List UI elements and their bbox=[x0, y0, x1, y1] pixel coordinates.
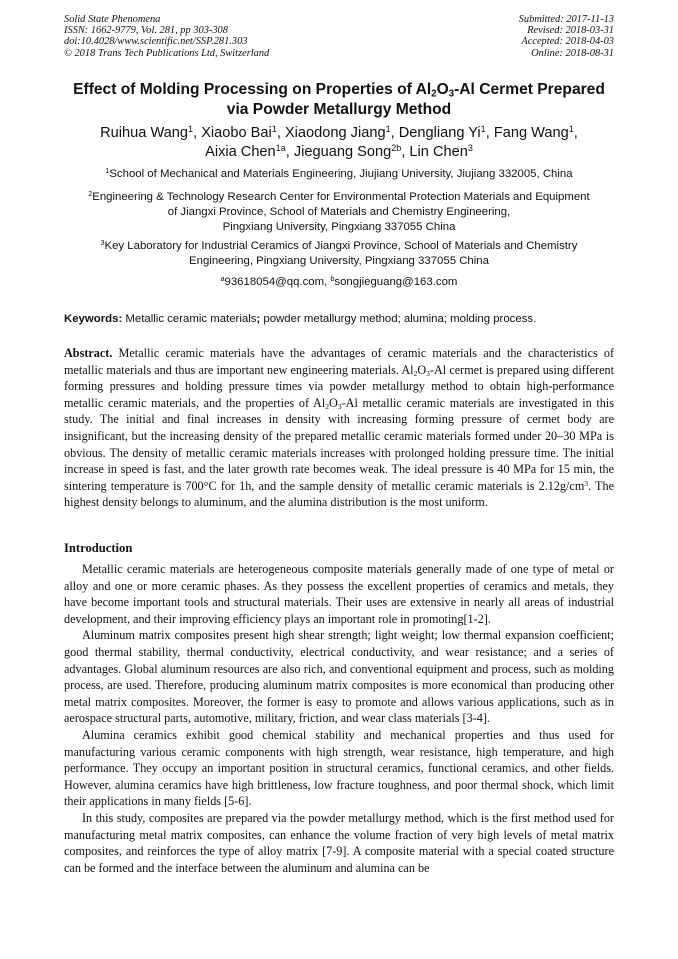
email-link-a[interactable]: 93618054@qq.com bbox=[224, 276, 325, 288]
author: Xiaobo Bai$^1$, bbox=[201, 124, 285, 141]
journal-copyright: © 2018 Trans Tech Publications Ltd, Switzerland bbox=[64, 47, 270, 59]
paragraph: In this study, composites are prepared via the powder metallurgy method, which is the first method used for manufacturing metal matrix composites, can enhance the volume fraction of very high levels of metal matrix composites, and reinforces the type of alloy matrix [7-9]. A composite material with a special coated structure can be formed and the interface between the aluminum and alumina can be bbox=[64, 810, 614, 875]
keywords-label: Keywords: bbox=[64, 313, 123, 325]
introduction-body bbox=[64, 561, 614, 876]
abstract: Abstract. Metallic ceramic materials have the advantages of ceramic materials and the characteristics of metallic materials and thus are important new engineering materials. $Al_2O_3-Al$ cermet is prepared using different forming pressures and holding pressure times via powder metallurgy method to obtain high-performance metallic ceramic materials, and the properties of $Al_2O_3-Al$ metallic ceramic materials are investigated in this study. The initial and final increases in density with increasing forming pressure of cermet body are insignificant, but the increasing density of the prepared metallic ceramic materials formed under 20–30 MPa is obvious. The density of metallic ceramic materials increases with prolonged holding pressure time. The initial increase in speed is fast, and the later growth rate becomes weak. The ideal pressure is 40 MPa for 15 min, the sintering temperature is 700°C for 1h, and the sample density of metallic ceramic materials is $2.12g/cm^3$. The highest density belongs to aluminum, and the alumina distribution is the most uniform. bbox=[64, 346, 614, 510]
paper-title: Effect of Molding Processing on Properties of $Al_2O_3-Al$ Cermet Prepared via Powder Metallurgy Method bbox=[73, 81, 605, 118]
abstract-label: Abstract. bbox=[64, 346, 113, 360]
paragraph: Aluminum matrix composites present high shear strength; light weight; low thermal expansion coefficient; good thermal stability, thermal conductivity, electrical conductivity, and wear resistance; and a series of advantages. Global aluminum resources are also rich, and conventional equipment and process, such as molding process, are used. Therefore, producing aluminum matrix composites is more economical than producing other metal matrix composites. Moreover, the former is easy to promote and allows various applications, such as in aerospace structural parts, automotive, military, friction, and wear class materials [3-4]. bbox=[64, 628, 614, 726]
date-submitted: Submitted: 2017-11-13 bbox=[518, 14, 614, 25]
affiliation-1: $^1$School of Mechanical and Materials Engineering, Jiujiang University, Jiujiang 332005, China bbox=[105, 168, 573, 180]
date-revised: Revised: 2018-03-31 bbox=[527, 25, 614, 37]
date-accepted: Accepted: 2018-04-03 bbox=[521, 36, 614, 48]
author: Ruihua Wang$^1$, bbox=[100, 124, 202, 141]
date-online: Online: 2018-08-31 bbox=[531, 47, 614, 59]
affiliation-3: $^3$Key Laboratory for Industrial Ceramics of Jiangxi Province, School of Materials and Chemistry Engineering, Pingxiang University, Pingxiang 337055 China bbox=[100, 240, 578, 267]
paragraph: Metallic ceramic materials are heterogeneous composite materials generally made of one type of metal or alloy and one or more ceramic phases. As they possess the excellent properties of ceramics and metals, they have become important tools and structural materials. Their uses are extensive in nearly all areas of industrial development, and their improving efficiency plays an important role in promoting[1-2]. bbox=[64, 562, 614, 626]
paragraph: Alumina ceramics exhibit good chemical stability and mechanical properties and thus used for manufacturing various ceramic components with high strength, wear resistance, high temperature, and high performance. They occupy an important position in structural ceramics, functional ceramics, and other fields. However, alumina ceramics have high brittleness, low fracture toughness, and poor thermal shock, which limit their applications in many fields [5-6]. bbox=[64, 727, 614, 809]
author: Lin Chen$^3$ bbox=[409, 143, 473, 160]
journal-doi[interactable]: doi:10.4028/www.scientific.net/SSP.281.303 bbox=[64, 36, 248, 48]
journal-issn: ISSN: 1662-9779, Vol. 281, pp 303-308 bbox=[64, 25, 228, 37]
author-emails: $^a$93618054@qq.com, $^b$songjieguang@163.com bbox=[220, 276, 458, 288]
author: Dengliang Yi$^1$, bbox=[398, 124, 494, 141]
affiliation-2: $^2$Engineering & Technology Research Center for Environmental Protection Materials and Equipment of Jiangxi Province, School of Materials and Chemistry Engineering, Pingxiang University, Pingxiang 337055 China bbox=[88, 191, 590, 233]
email-link-b[interactable]: songjieguang@163.com bbox=[334, 276, 458, 288]
author: Xiaodong Jiang$^1$, bbox=[284, 124, 399, 141]
author: Fang Wang$^1$, bbox=[493, 124, 578, 141]
keywords: Keywords: Metallic ceramic materials; powder metallurgy method; alumina; molding process. bbox=[64, 313, 537, 325]
author: Aixia Chen$^{1a}$, bbox=[205, 143, 294, 160]
author: Jieguang Song$^{2b}$, bbox=[293, 143, 410, 160]
dates-header bbox=[519, 14, 614, 59]
author-list bbox=[40, 124, 638, 162]
journal-header bbox=[64, 14, 269, 59]
journal-name: Solid State Phenomena bbox=[64, 14, 161, 25]
section-heading: Introduction bbox=[64, 541, 133, 555]
